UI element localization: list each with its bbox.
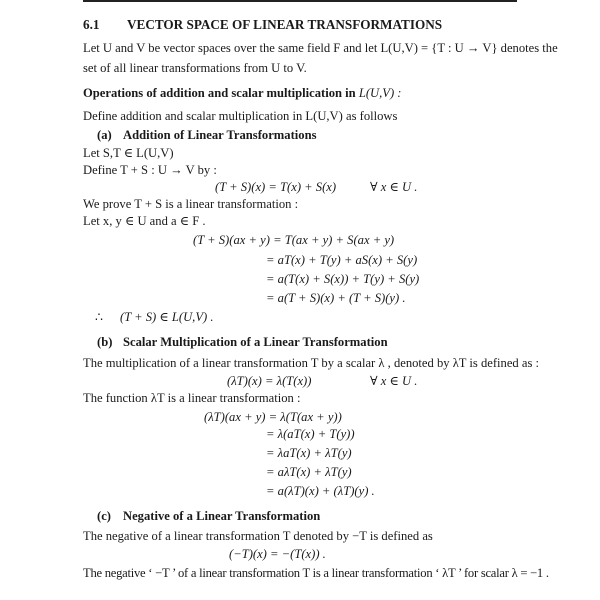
part-b-forall: ∀ x ∈ U . [370, 374, 418, 388]
part-b-step: = λaT(x) + λT(y) [266, 446, 352, 460]
section-heading [83, 17, 442, 33]
part-c-intro: The negative of a linear transformation T denoted by −T is defined as [83, 529, 433, 543]
intro-line-1: Let U and V be vector spaces over the same field F and let L(U,V) = {T : U → V} denotes the [83, 41, 558, 55]
part-b-step: = a(λT)(x) + (λT)(y) . [266, 484, 375, 498]
part-a-prove-line: We prove T + S is a linear transformation : [83, 197, 299, 211]
part-b-intro: The multiplication of a linear transformation T by a scalar λ , denoted by λT is defined as : [83, 356, 540, 370]
intro-line-2: set of all linear transformations from U to V. [83, 61, 307, 75]
operations-heading-text: Operations of addition and scalar multiplication in [83, 86, 359, 100]
part-c-label: (c) [97, 509, 111, 523]
part-a-definition: (T + S)(x) = T(x) + S(x) [215, 180, 337, 194]
part-b-label: (b) [97, 335, 113, 349]
part-b-title: Scalar Multiplication of a Linear Transformation [123, 335, 388, 349]
part-c-title: Negative of a Linear Transformation [123, 509, 321, 523]
part-a-let-xy: Let x, y ∈ U and a ∈ F . [83, 214, 206, 228]
operations-heading [83, 85, 402, 101]
section-number: 6.1 [83, 17, 100, 32]
operations-heading-math: L(U,V) : [358, 86, 402, 100]
part-a-define-line: Define T + S : U → V by : [83, 163, 217, 177]
define-line: Define addition and scalar multiplication in L(U,V) as follows [83, 109, 398, 123]
part-a-conclusion: (T + S) ∈ L(U,V) . [120, 310, 214, 324]
part-a-let-line: Let S,T ∈ L(U,V) [83, 146, 174, 160]
part-a-heading [97, 127, 316, 143]
part-c-closing: The negative ‘ −T ’ of a linear transformation T is a linear transformation ‘ λT ’ for scalar λ = −1 . [83, 566, 549, 580]
part-b-definition: (λT)(x) = λ(T(x)) [227, 374, 312, 388]
part-c-definition: (−T)(x) = −(T(x)) . [229, 547, 326, 561]
part-b-step: (λT)(ax + y) = λ(T(ax + y)) [204, 410, 342, 424]
section-title: VECTOR SPACE OF LINEAR TRANSFORMATIONS [127, 17, 443, 32]
part-a-step: = a(T + S)(x) + (T + S)(y) . [266, 291, 406, 305]
part-a-step: = a(T(x) + S(x)) + T(y) + S(y) [266, 272, 420, 286]
part-c-heading [97, 508, 320, 524]
part-b-step: = λ(aT(x) + T(y)) [266, 427, 355, 441]
part-a-title: Addition of Linear Transformations [123, 128, 317, 142]
part-a-label: (a) [97, 128, 112, 142]
part-a-step: = aT(x) + T(y) + aS(x) + S(y) [266, 253, 418, 267]
part-a-forall: ∀ x ∈ U . [370, 180, 418, 194]
top-rule [83, 0, 517, 2]
part-b-function-line: The function λT is a linear transformation : [83, 391, 301, 405]
part-a-step: (T + S)(ax + y) = T(ax + y) + S(ax + y) [193, 233, 395, 247]
therefore-icon: ∴ [95, 310, 104, 324]
part-b-step: = aλT(x) + λT(y) [266, 465, 352, 479]
part-b-heading [97, 334, 388, 350]
